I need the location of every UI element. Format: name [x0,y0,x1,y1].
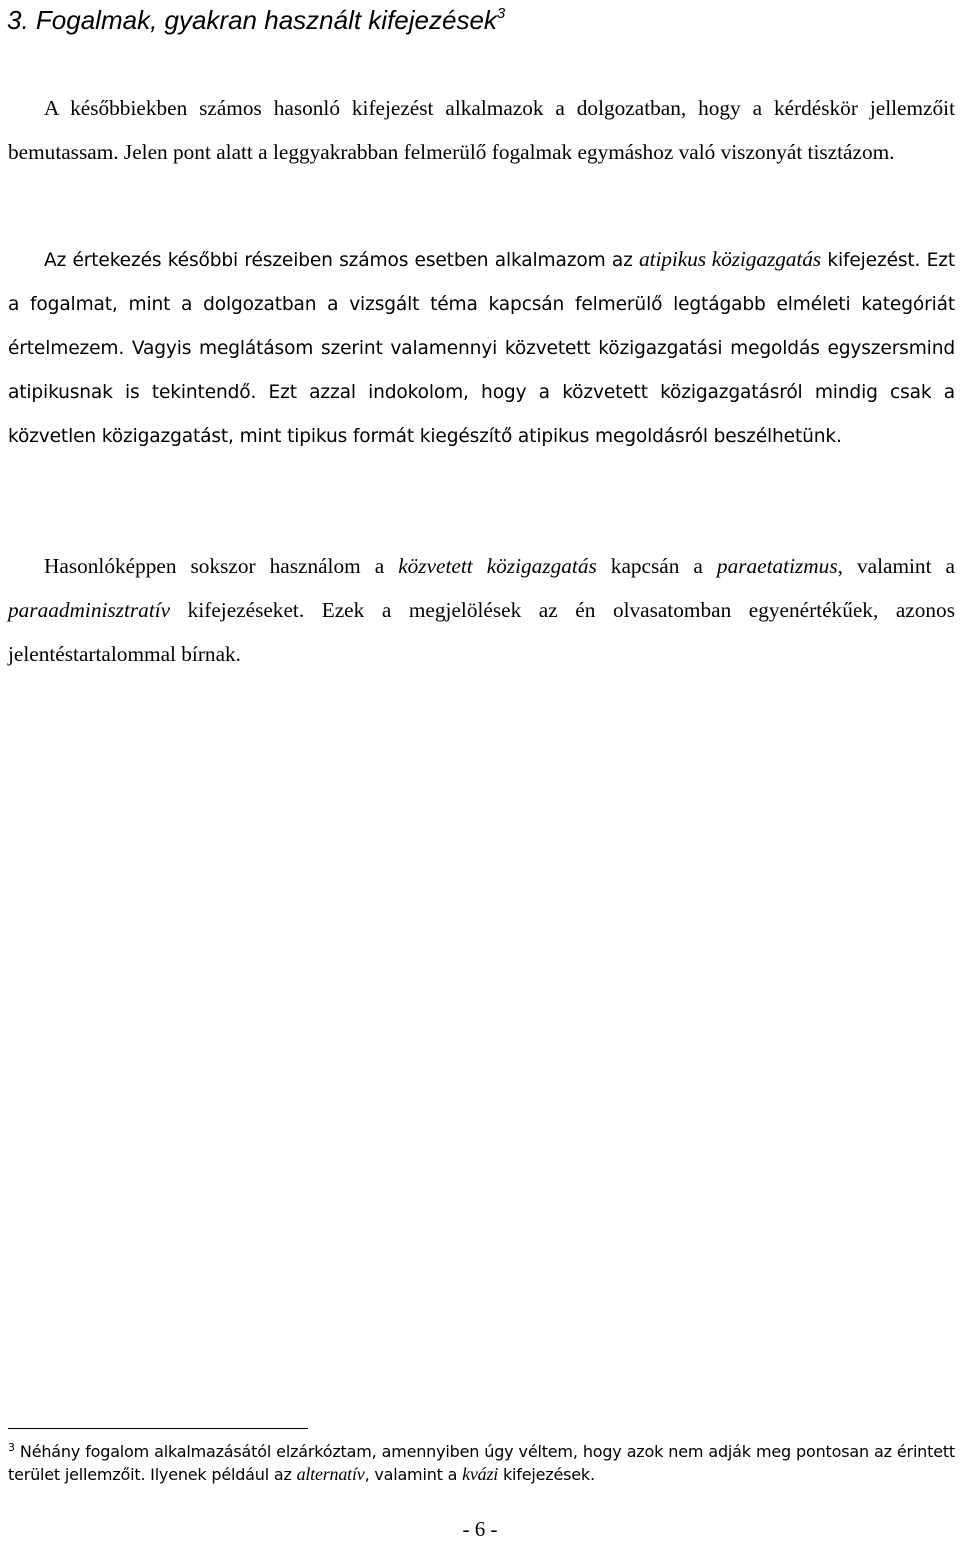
term-kvazi: kvázi [462,1464,499,1484]
paragraph-text: Az értekezés későbbi részeiben számos esetben alkalmazom az [44,250,640,271]
section-heading-text: 3. Fogalmak, gyakran használt kifejezések [7,5,497,35]
paragraph-text: Hasonlóképpen sokszor használom a [44,554,399,578]
footnote-separator [8,1428,308,1429]
footnote-text: kifejezések. [498,1465,595,1484]
paragraph-intro: A későbbiekben számos hasonló kifejezést alkalmazok a dolgozatban, hogy a kérdéskör jellemzőit bemutassam. Jelen pont alatt a leggyakrabban felmerülő fogalmak egymáshoz való viszonyát tisztázom. [8,96,955,164]
paragraph-atypical-administration [8,237,955,459]
section-heading [7,2,505,38]
page-number: - 6 - [462,1517,498,1541]
term-atipikus-kozigazgatas: atipikus közigazgatás [639,247,822,271]
footnote-reference[interactable]: 3 [496,5,506,22]
term-alternativ: alternatív [296,1464,365,1484]
paragraph-text: kifejezéseket. Ezek a megjelölések az én olvasatomban egyenértékűek, azonos jelentéstartalommal bírnak. [8,598,955,666]
paragraph-text: kapcsán a [596,554,717,578]
term-paraetatizmus: paraetatizmus [716,554,838,578]
footnote-number: 3 [8,1441,15,1454]
footnote-text: Néhány fogalom alkalmazásától elzárkóztam, amennyiben úgy véltem, hogy azok nem adják meg pontosan az érintett terület jellemzőit. Ilyenek például az [8,1442,955,1484]
footnote [8,1440,955,1486]
footnote-text: , valamint a [364,1465,463,1484]
paragraph-synonyms [8,544,955,676]
paragraph-text: , valamint a [837,554,955,578]
paragraph-text: kifejezést. Ezt a fogalmat, mint a dolgozatban a vizsgált téma kapcsán felmerülő legtágabb elméleti kategóriát értelmezem. Vagyis meglátásom szerint valamennyi közvetett közigazgatási megoldás egyszersmind atipikusnak is tekintendő. Ezt azzal indokolom, hogy a közvetett közigazgatásról mindig csak a közvetlen közigazgatást, mint tipikus formát kiegészítő atipikus megoldásról beszélhetünk. [8,250,955,447]
term-paraadminisztrativ: paraadminisztratív [8,598,171,622]
term-kozvetett-kozigazgatas: közvetett közigazgatás [398,554,597,578]
